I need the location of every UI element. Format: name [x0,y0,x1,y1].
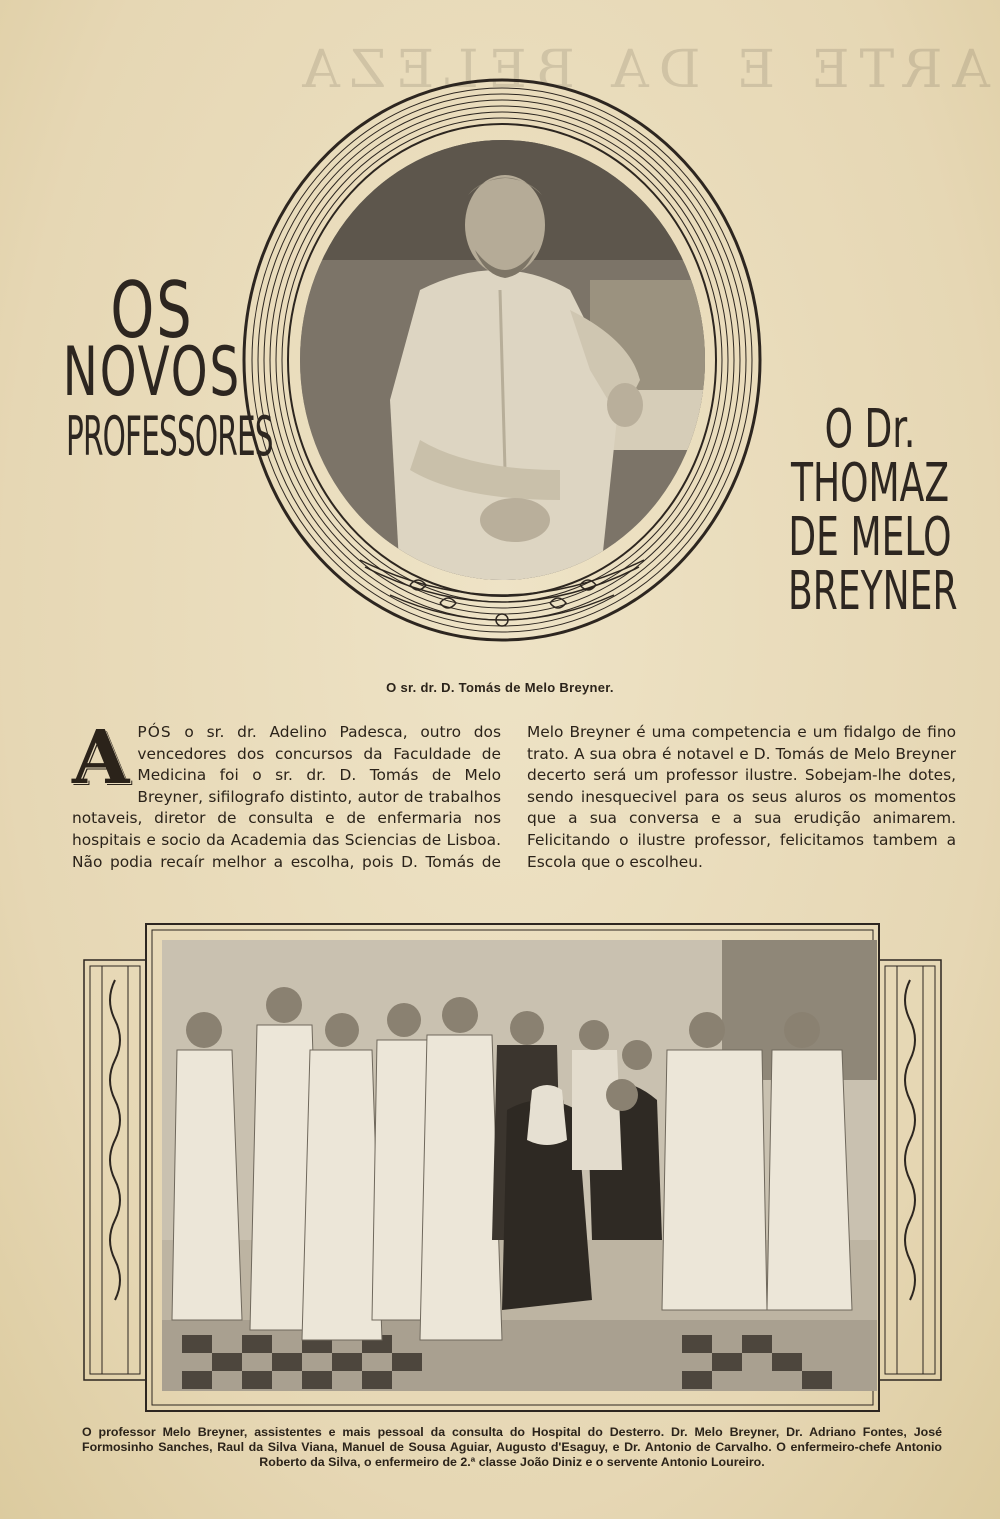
portrait-figure [300,140,705,580]
headline-right-line-3: DE MELO [788,506,952,569]
article-text: o sr. dr. Adelino Padesca, outro dos vencedores dos concursos da Faculdade de Medicina foi o sr. dr. D. Tomás de Melo Breyner, sifilografo distinto, autor de trabalhos notaveis, diretor de consulta e de enfermaria nos hospitais e socio da Academia das Sciencias de Lisboa. Não podia recaír melhor a escolha, pois D. Tomás de Melo Breyner é uma competencia e um fidalgo de fino trato. A sua obra é notavel e D. Tomás de Melo Breyner decerto será um professor ilustre. Sobejam-lhe dotes, sendo inesquecivel para os seus aluros os momentos que a sua conversa e a sua erudição animarem. Felicitando o ilustre professor, felicitamos tambem a Escola que o escolheu. [72,723,956,871]
group-photo [162,940,877,1391]
headline-right-line-4: BREYNER [788,560,958,623]
portrait-caption: O sr. dr. D. Tomás de Melo Breyner. [386,680,614,695]
group-photo-caption: O professor Melo Breyner, assistentes e mais pessoal da consulta do Hospital do Desterro. Dr. Melo Breyner, Dr. Adriano Fontes, José Formosinho Sanches, Raul da Silva Viana, Manuel de Sousa Aguiar, Augusto d'Esaguy, e Dr. Antonio de Carvalho. O enfermeiro-chefe Antonio Roberto da Silva, o enfermeiro de 2.ª classe João Diniz e o servente Antonio Loureiro. [82,1425,942,1469]
article-first-word: PÓS [137,723,172,741]
bleed-through-text: ARTE E DA BELEZA [292,40,990,100]
headline-right-line-1: O Dr. [824,398,916,461]
headline-left [62,264,273,469]
headline-left-line-1: OS [110,264,194,356]
headline-right [770,398,970,623]
portrait-photo [300,140,705,580]
article-paragraph [72,715,956,873]
group-photo-scene [162,940,877,1391]
article-body [72,715,956,902]
headline-left-line-2: NOVOS [62,333,242,412]
headline-left-line-3: PROFESSORES [66,406,273,469]
headline-right-line-2: THOMAZ [790,452,950,515]
dropcap: A [72,715,130,801]
